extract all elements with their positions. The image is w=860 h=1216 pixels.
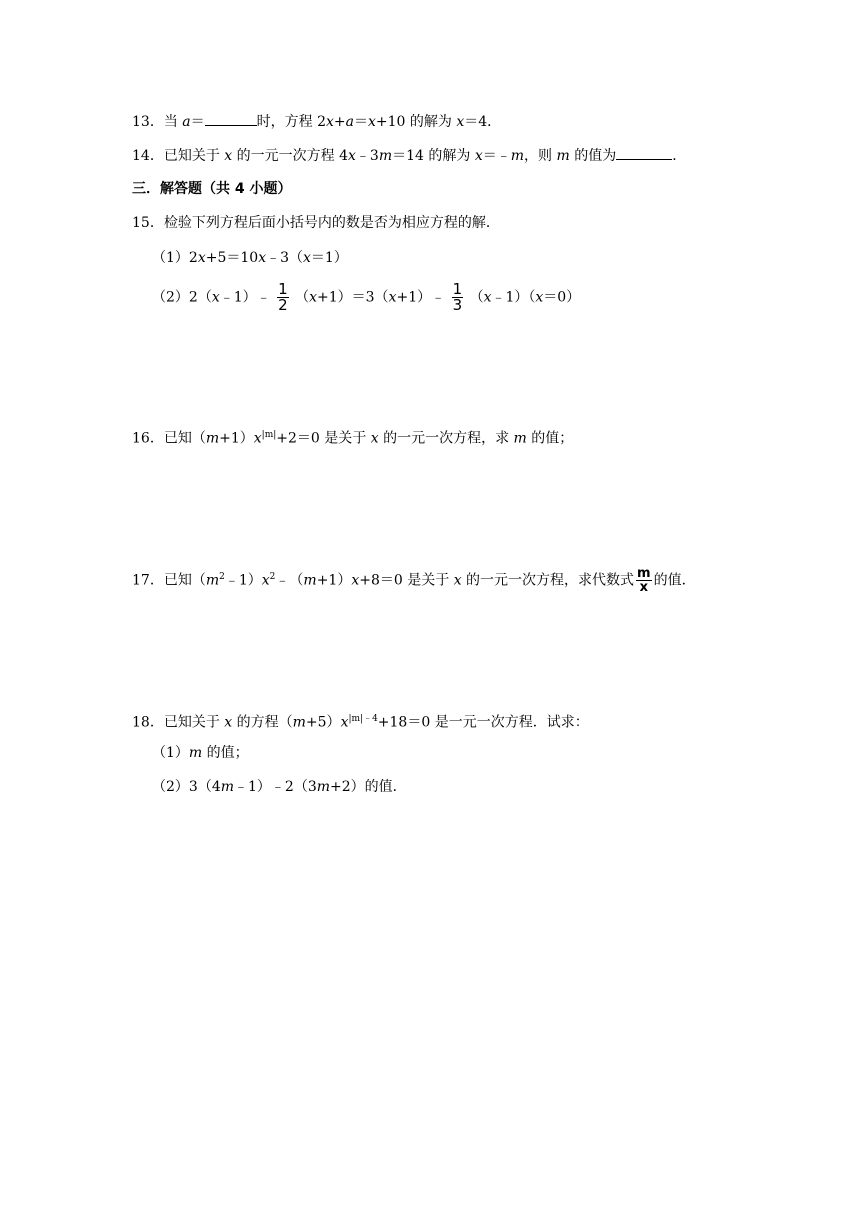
question-18: 18．已知关于 x 的方程$(m+5)x^{|m|﹣4}+18=0$ 是一元一次方程．试求： <box>132 714 589 731</box>
fraction-one-third: $\frac{1}{3}$ <box>452 280 463 314</box>
question-15-part-2: （2）2（x﹣1）﹣ $\frac{1}{2}$ （x+1）＝3（x+1）﹣ $\frac{1}{3}$ （x﹣1）（x＝0） <box>152 280 581 314</box>
section-title: 三．解答题（共 4 小题） <box>132 181 292 197</box>
question-15: 15．检验下列方程后面小括号内的数是否为相应方程的解． <box>132 215 500 231</box>
question-number: 14． <box>132 148 164 164</box>
fraction-one-half: $\frac{1}{2}$ <box>278 280 288 314</box>
question-number: 17． <box>132 572 164 589</box>
question-number: 15． <box>132 215 164 231</box>
question-18-part-1: （1）m 的值； <box>152 745 249 761</box>
question-13: 13．当 a＝ 时，方程 2x+a＝x+10 的解为 x＝4． <box>132 111 501 132</box>
question-18-part-2: （2）3（4m﹣1）﹣2（3m+2）的值． <box>152 779 407 795</box>
question-number: 18． <box>132 714 164 731</box>
question-15-part-1: （1）2x+5＝10x﹣3（x＝1） <box>152 250 348 266</box>
fraction-m-over-x: $\frac{m}{x}$ <box>637 566 651 596</box>
question-17: 17．已知$(m^2﹣1)x^2﹣(m+1)x+8=0$ 是关于 x 的一元一次方程，求代数式 $\frac{m}{x}$ 的值． <box>132 566 696 596</box>
question-16: 16．已知$(m+1)x^{|m|}+2=0$ 是关于 x 的一元一次方程，求 m 的值； <box>132 430 574 447</box>
question-number: 16． <box>132 430 164 447</box>
question-14: 14．已知关于 x 的一元一次方程 4x﹣3m＝14 的解为 x＝﹣m，则 m 的值为 ． <box>132 145 686 166</box>
answer-blank[interactable] <box>205 111 257 126</box>
question-number: 13． <box>132 114 164 130</box>
answer-blank[interactable] <box>616 145 672 160</box>
